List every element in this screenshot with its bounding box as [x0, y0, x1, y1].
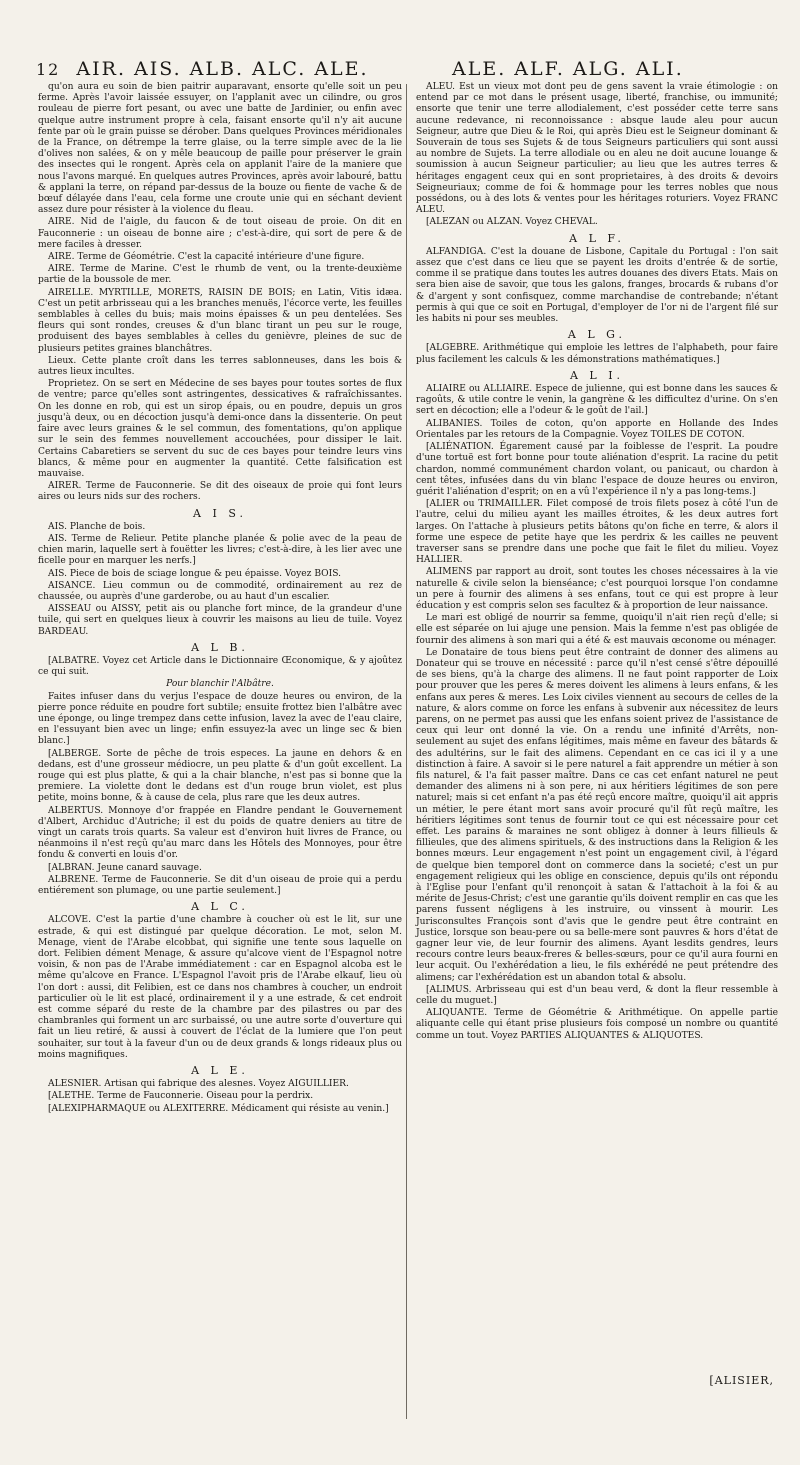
- right-column: [416, 82, 778, 1043]
- dictionary-entry: AIRER. Terme de Fauconnerie. Se dit des oiseaux de proie qui font leurs aires ou leurs nids sur des rochers.: [38, 481, 402, 503]
- dictionary-entry: AIRE. Nid de l'aigle, du faucon & de tout oiseau de proie. On dit en Fauconnerie : un oiseau de bonne aire ; c'est-à-dire, qui sort de pere & de mere faciles à dresser.: [38, 217, 402, 250]
- dictionary-entry: AIS. Piece de bois de sciage longue & peu épaisse. Voyez BOIS.: [48, 568, 342, 579]
- dictionary-entry: AIRE. Terme de Géométrie. C'est la capacité intérieure d'une figure.: [48, 252, 365, 263]
- dictionary-entry: ALIQUANTE. Terme de Géométrie & Arithmétique. On appelle partie aliquante celle qui étant prise plusieurs fois composé un nombre ou quantité comme un tout. Voyez PARTIES ALIQUANTES & ALIQUOTES.: [416, 1008, 778, 1041]
- dictionary-entry: AISANCE. Lieu commun ou de commodité, ordinairement au rez de chaussée, ou auprès d'une garderobe, ou au haut d'un escalier.: [38, 580, 402, 602]
- subheading: Pour blanchir l'Albâtre.: [166, 679, 274, 690]
- dictionary-entry: Le mari est obligé de nourrir sa femme, quoiqu'il n'ait rien reçû d'elle; si elle est séparée on lui ajuge une pension. Mais la femme n'est pas obligée de fournir des alimens à son mari qui a été & est mauvais œconome ou ménager.: [416, 613, 778, 646]
- dictionary-entry: [ALEZAN ou ALZAN. Voyez CHEVAL.: [426, 217, 598, 228]
- dictionary-entry: Le Donataire de tous biens peut être contraint de donner des alimens au Donateur qui se trouve en nécessité : parce qu'il n'est censé s'être dépouillé de ses biens, qu'à la charge des alimens. Il ne faut point rapporter de Loix pour prouver que les peres & meres doivent les alimens à leurs enfans, & les enfans aux peres & meres. Les Loix civiles viennent au secours de celles de la nature, & alors comme on force les enfans à subvenir aux nécessitez de leurs parens, on ne permet pas aussi que les enfans soient privez de l'assistance de ceux qui leur ont donné la vie. On a rendu une infinité d'Arrêts, non-seulement au sujet des enfans légitimes, mais même en faveur des bâtards & des adultérins, sur le fait des alimens. Cependant en ce cas ici il y a une distinction à faire. A savoir si le pere naturel a fait apprendre un métier à son fils naturel, & l'a fait passer maître. Dans ce cas cet enfant naturel ne peut demander des alimens ni à son pere, ni aux héritiers légitimes de son pere naturel; mais si cet enfant n'a pas été reçû encore maître, quoiqu'il ait appris un métier, le pere étant mort sans avoir procuré qu'il fût reçû maître, les héritiers légitimes sont tenus de fournir tout ce qui est nécessaire pour cet effet. Les parains & maraines ne sont obligez à donner à leurs fillieuls & fillieules, que des alimens spirituels, & des instructions dans la Religion & les bonnes mœurs. Leur engagement n'est point un engagement civil, à l'égard de quelque bien temporel dont on commerce dans la societé; c'est un pur engagement religieux qui les oblige en conscience, depuis qu'ils ont répondu à l'Eglise pour l'enfant qu'il renonçoit à satan & l'attachoit à la foi & au mérite de Jesus-Christ; c'est une garantie qu'ils doivent remplir en cas que les parens fussent négligens à les instruire, ou vinssent à mourir. Les Jurisconsultes François sont d'avis que le gendre peut être contraint en Justice, lorsque son beau-pere ou sa belle-mere sont pauvres & hors d'état de gagner leur vie, de leur fournir des alimens. Ayant lesdits gendres, leurs recours contre leurs beaux-freres & belles-sœurs, pour ce qu'il aura fourni en leur acquit. Ou l'exhérédation a lieu, le fils exhérédé ne peut prétendre des alimens; car l'exhérédation est un abandon total & absolu.: [416, 647, 778, 983]
- dictionary-entry: ALFANDIGA. C'est la douane de Lisbone, Capitale du Portugal : l'on sait assez que c'est dans ce lieu que se payent les droits d'entrée & de sortie, comme il se pratique dans toutes les autres douanes des divers Etats. Mais on sera bien aise de savoir, que tous les galons, franges, brocards & rubans d'or & d'argent y sont confisquez, comme marchandise de contrebande; n'étant permis à qui que ce soit en Portugal, d'employer de l'or ni de l'argent filé sur les habits ni pour ses meubles.: [416, 246, 778, 325]
- page-number: 12: [36, 60, 61, 79]
- running-head-right: ALE. ALF. ALG. ALI.: [452, 58, 684, 80]
- section-heading: A L F.: [569, 231, 625, 245]
- running-head-left: [36, 58, 369, 80]
- dictionary-entry: [ALBERGE. Sorte de pêche de trois especes. La jaune en dehors & en dedans, est d'une grosseur médiocre, un peu platte & d'un goût excellent. La rouge qui est plus platte, & qui a la chair blanche, n'est pas si bonne que la premiere. La violette dont le dedans est d'un rouge brun violet, est plus petite, moins bonne, & à cause de cela, plus rare que les deux autres.: [38, 748, 402, 804]
- dictionary-entry: ALIAIRE ou ALLIAIRE. Espece de julienne, qui est bonne dans les sauces & ragoûts, & utile contre le venin, la gangrène & les difficultez d'urine. On s'en sert en décoction; elle a l'odeur & le goût de l'ail.]: [416, 384, 778, 417]
- dictionary-entry: ALIBANIES. Toiles de coton, qu'on apporte en Hollande des Indes Orientales par les retours de la Compagnie. Voyez TOILES DE COTON.: [416, 418, 778, 440]
- section-heading: A L C.: [191, 900, 249, 914]
- dictionary-entry: AIRE. Terme de Marine. C'est le rhumb de vent, ou la trente-deuxième partie de la boussole de mer.: [38, 264, 402, 286]
- dictionary-entry: AIS. Planche de bois.: [48, 521, 146, 532]
- dictionary-entry: ALEU. Est un vieux mot dont peu de gens savent la vraie étimologie : on entend par ce mot dans le présent usage, liberté, franchise, ou immunité; ensorte que tenir une terre allodialement, c'est posséder cette terre sans aucune redevance, ni reconnoissance : absque laude aleu pour aucun Seigneur, autre que Dieu & le Roi, qui après Dieu est le Seigneur dominant & Souverain de tous ses Sujets & de tous Seigneurs particuliers qui sont aussi au nombre de Sujets. La terre allodiale ou en aleu ne doit aucune louange & soumission à aucun Seigneur particulier; au lieu que les autres terres & héritages engagent ceux qui en sont proprietaires, à des droits & devoirs Seigneuriaux; comme de foi & hommage pour les terres nobles que nous possédons, ou à des lots & ventes pour les héritages roturiers. Voyez FRANC ALEU.: [416, 82, 778, 216]
- dictionary-entry: [ALIER ou TRIMAILLER. Filet composé de trois filets posez à côté l'un de l'autre, celui du milieu ayant les mailles étroites, & les deux autres fort larges. On l'attache à plusieurs petits bâtons qu'on fiche en terre, & alors il forme une espece de petite haye que les perdrix & les cailles ne peuvent traverser sans se prendre dans une poche que fait le filet du milieu. Voyez HALLIER.: [416, 499, 778, 566]
- dictionary-entry: AIS. Terme de Relieur. Petite planche planée & polie avec de la peau de chien marin, laquelle sert à fouëtter les livres; c'est-à-dire, à les lier avec une ficelle pour en marquer les nerfs.]: [38, 533, 402, 567]
- section-heading: A L G.: [567, 328, 627, 342]
- dictionary-entry: [ALETHE. Terme de Fauconnerie. Oiseau pour la perdrix.: [48, 1091, 314, 1102]
- dictionary-entry: ALBERTUS. Monnoye d'or frappée en Flandre pendant le Gouvernement d'Albert, Archiduc d'Autriche; il est du poids de quatre deniers au titre de vingt un carats trois quarts. Sa valeur est d'environ huit livres de France, ou néanmoins il n'est reçû qu'au marc dans les Hôtels des Monnoyes, pour être fondu & converti en louis d'or.: [38, 805, 402, 861]
- dictionary-entry: ALIMENS par rapport au droit, sont toutes les choses nécessaires à la vie naturelle & civile selon la bienséance; c'est pourquoi lorsque l'on condamne un pere à fournir des alimens à ses enfans, tout ce qui est propre à leur éducation y est compris selon ses facultez & à proportion de leur naissance.: [416, 567, 778, 611]
- section-heading: A L E.: [191, 1064, 249, 1078]
- dictionary-entry: ALBRENE. Terme de Fauconnerie. Se dit d'un oiseau de proie qui a perdu entiérement son plumage, ou une partie seulement.]: [38, 874, 402, 897]
- dictionary-entry: [ALIMUS. Arbrisseau qui est d'un beau verd, & dont la fleur ressemble à celle du muguet.]: [416, 984, 778, 1007]
- dictionary-entry: [ALEXIPHARMAQUE ou ALEXITERRE. Médicament qui résiste au venin.]: [48, 1103, 389, 1114]
- dictionary-entry: [ALGEBRE. Arithmétique qui emploie les lettres de l'alphabeth, pour faire plus facilement les calculs & les démonstrations mathématiques.]: [416, 343, 778, 365]
- dictionary-entry: Lieux. Cette plante croît dans les terres sablonneuses, dans les bois & autres lieux incultes.: [38, 355, 402, 378]
- section-heading: A L B.: [191, 640, 249, 654]
- running-head-left-text: AIR. AIS. ALB. ALC. ALE.: [76, 58, 369, 80]
- dictionary-entry: [ALBATRE. Voyez cet Article dans le Dictionnaire Œconomique, & y ajoûtez ce qui suit.: [38, 655, 402, 678]
- dictionary-entry: qu'on aura eu soin de bien paitrir auparavant, ensorte qu'elle soit un peu ferme. Après l'avoir laissée essuyer, on l'applanit avec un cilindre, ou gros rouleau de pierre fort pesant, ou avec une batte de Jardinier, ou enfin avec quelque autre instrument propre à cela, faisant ensorte qu'il n'y ait aucune fente par où le grain puisse se dérober. Dans quelques Provinces méridionales de la France, on détrempe la terre glaise, ou la terre simple avec de la lie d'olives non salées, & on y mêle beaucoup de paille pour préserver le grain des insectes qui le rongent. Après cela on applanit l'aire de la maniere que nous l'avons marqué. En quelques autres Provinces, après avoir labouré, battu & applani la terre, on répand par-dessus de la bouze ou fiente de vache & de bœuf délayée dans l'eau, cela forme une croute unie qui en séchant devient assez dure pour résister à la violence du fleau.: [38, 82, 402, 216]
- section-heading: A L I.: [569, 368, 625, 382]
- dictionary-entry: Faites infuser dans du verjus l'espace de douze heures ou environ, de la pierre ponce réduite en poudre fort subtile; ensuite frottez bien l'albâtre avec une éponge, ou linge trempez dans cette infusion, lavez la avec de l'eau claire, en l'essuyant bien avec un linge; enfin essuyez-la avec un linge sec & bien blanc.]: [38, 691, 402, 747]
- dictionary-entry: ALCOVE. C'est la partie d'une chambre à coucher où est le lit, sur une estrade, & qui est distingué par quelque décoration. Le mot, selon M. Menage, vient de l'Arabe elcobbat, qui signifie une tente sous laquelle on dort. Felibien dément Menage, & assure qu'alcove vient de l'Espagnol notre voisin, & non pas de l'Arabe immédiatement : car en Espagnol alcoba est le même qu'alcove en France. L'Espagnol l'avoit pris de l'Arabe elkauf, lieu où l'on dort : aussi, dit Felibien, est ce dans nos chambres à coucher, un endroit particulier où le lit est placé, ordinairement il y a une estrade, & cet endroit est comme séparé du reste de la chambre par des pilastres ou par des chambranles qui forment un arc surbaissé, ou une autre sorte d'ouverture qui fait un lieu retiré, & aussi à couvert de l'éclat de la lumiere que l'on peut souhaiter, sur tout à la faveur d'un ou de deux grands & longs rideaux plus ou moins magnifiques.: [38, 915, 402, 1060]
- dictionary-entry: ALESNIER. Artisan qui fabrique des alesnes. Voyez AIGUILLIER.: [48, 1079, 349, 1090]
- dictionary-entry: AIRELLE. MYRTILLE, MORETS, RAISIN DE BOIS; en Latin, Vitis idæa. C'est un petit arbrisseau qui a les branches menuës, l'écorce verte, les feuilles semblables à celles du buis; mais moins épaisses & un peu dentelées. Ses fleurs qui sont rondes, creuses & d'un blanc tirant un peu sur le rouge, produisent des bayes semblables à celles du genièvre, pleines de suc de plusieurs petites graines blanchâtres.: [38, 287, 402, 354]
- dictionary-entry: [ALBRAN. Jeune canard sauvage.: [48, 862, 202, 873]
- dictionary-entry: [ALIÉNATION. Égarement causé par la foiblesse de l'esprit. La poudre d'une tortuë est fort bonne pour toute aliénation d'esprit. La racine du petit chardon, nommé communément chardon volant, ou panicaut, ou chardon à cent têtes, infusées dans du vin blanc l'espace de douze heures ou environ, guérit l'aliénation d'esprit; on en a vû l'expérience il n'y a pas long-tems.]: [416, 442, 778, 497]
- column-divider: [406, 84, 407, 1419]
- section-heading: A I S.: [193, 506, 247, 520]
- dictionary-entry: Proprietez. On se sert en Médecine de ses bayes pour toutes sortes de flux de ventre; parce qu'elles sont astringentes, dessicatives & rafraîchissantes. On les donne en rob, qui est un sirop épais, ou en poudre, depuis un gros jusqu'à deux, ou en décoction jusqu'à demi-once dans la dissenterie. On peut faire avec leurs graines & le sel commun, des fomentations, qu'on applique sur le sein des femmes nouvellement accouchées, pour dissiper le lait. Certains Cabaretiers se servent du suc de ces bayes pour teindre leurs vins blancs, & même pour en augmenter la quantité. Cette falsification est mauvaise.: [38, 379, 402, 479]
- left-column: [38, 82, 402, 1116]
- dictionary-entry: AISSEAU ou AISSY, petit ais ou planche fort mince, de la grandeur d'une tuile, qui sert en quelques lieux à couvrir les maisons au lieu de tuile. Voyez BARDEAU.: [38, 604, 402, 637]
- catchword: [ALISIER,: [709, 1374, 774, 1387]
